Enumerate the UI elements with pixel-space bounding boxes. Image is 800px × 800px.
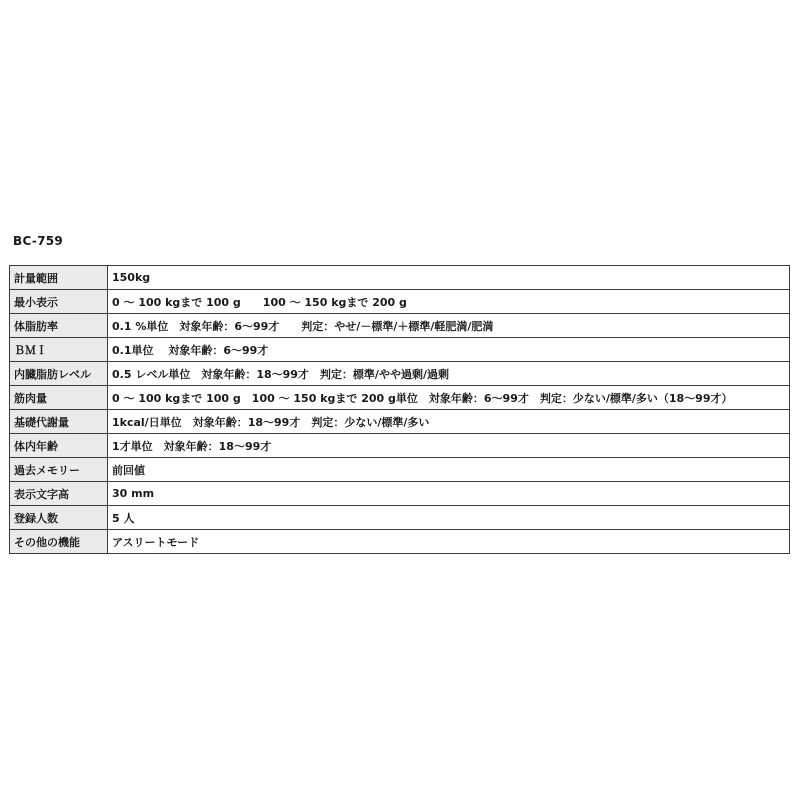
- spec-label: 内臓脂肪レベル: [10, 362, 108, 386]
- spec-label: 表示文字高: [10, 482, 108, 506]
- spec-value: 0.1単位 対象年齢：6～99才: [108, 338, 790, 362]
- spec-label: 体脂肪率: [10, 314, 108, 338]
- spec-row-visceral-fat: [10, 362, 790, 386]
- spec-value: 0.5 レベル単位 対象年齢：18～99才 判定：標準/やや過剰/過剰: [108, 362, 790, 386]
- spec-value: 前回値: [108, 458, 790, 482]
- spec-row-bmi: [10, 338, 790, 362]
- spec-label: 筋肉量: [10, 386, 108, 410]
- spec-row-body-age: [10, 434, 790, 458]
- spec-label: 登録人数: [10, 506, 108, 530]
- spec-label: ＢＭＩ: [10, 338, 108, 362]
- spec-value: 150kg: [108, 266, 790, 290]
- spec-row-body-fat: [10, 314, 790, 338]
- spec-value: 5 人: [108, 506, 790, 530]
- spec-row-muscle-mass: [10, 386, 790, 410]
- spec-value: 30 mm: [108, 482, 790, 506]
- spec-row-basal-metabolism: [10, 410, 790, 434]
- spec-value: 1kcal/日単位 対象年齢：18～99才 判定：少ない/標準/多い: [108, 410, 790, 434]
- spec-label: 体内年齢: [10, 434, 108, 458]
- spec-label: 計量範囲: [10, 266, 108, 290]
- spec-row-min-display: [10, 290, 790, 314]
- spec-label: 過去メモリー: [10, 458, 108, 482]
- spec-value: 1才単位 対象年齢：18～99才: [108, 434, 790, 458]
- spec-row-measurement-range: [10, 266, 790, 290]
- spec-value: アスリートモード: [108, 530, 790, 554]
- spec-table: [9, 265, 790, 554]
- spec-label: 最小表示: [10, 290, 108, 314]
- spec-row-other-functions: [10, 530, 790, 554]
- spec-value: 0.1 %単位 対象年齢：6～99才 判定：やせ/－標準/＋標準/軽肥満/肥満: [108, 314, 790, 338]
- spec-value: 0 ～ 100 kgまで 100 g 100 ～ 150 kgまで 200 g: [108, 290, 790, 314]
- spec-row-display-height: [10, 482, 790, 506]
- spec-row-past-memory: [10, 458, 790, 482]
- spec-row-registered-users: [10, 506, 790, 530]
- spec-label: 基礎代謝量: [10, 410, 108, 434]
- spec-value: 0 ～ 100 kgまで 100 g 100 ～ 150 kgまで 200 g単位 対象年齢：6～99才 判定：少ない/標準/多い（18～99才）: [108, 386, 790, 410]
- model-title: BC-759: [13, 234, 64, 248]
- spec-label: その他の機能: [10, 530, 108, 554]
